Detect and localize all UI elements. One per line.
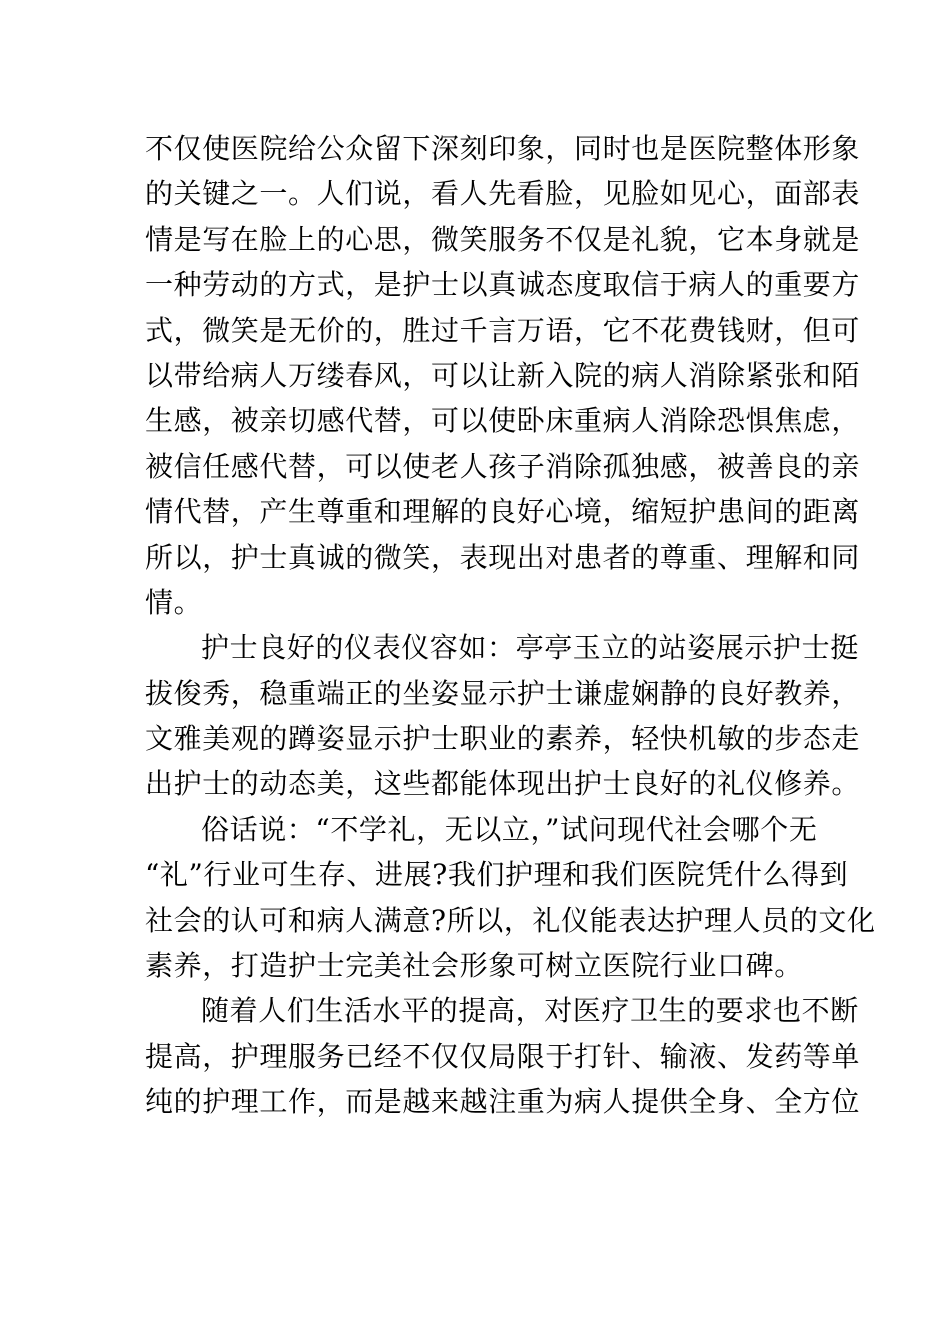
paragraph-1 <box>145 126 861 625</box>
text-line: 素养，打造护士完美社会形象可树立医院行业口碑。 <box>145 949 803 983</box>
text-line: “礼”行业可生存、进展?我们护理和我们医院凭什么得到 <box>145 858 849 892</box>
paragraph-2 <box>145 625 861 807</box>
text-line: 不仅使医院给公众留下深刻印象，同时也是医院整体形象 <box>145 132 861 165</box>
text-line: 俗话说：“不学礼，无以立，”试问现代社会哪个无 <box>201 812 818 846</box>
body-text <box>145 126 876 1125</box>
text-line: 一种劳动的方式，是护士以真诚态度取信于病人的重要方 <box>145 268 861 302</box>
text-line: 以带给病人万缕春风，可以让新入院的病人消除紧张和陌 <box>145 358 861 392</box>
text-line: 式，微笑是无价的，胜过千言万语，它不花费钱财，但可 <box>145 313 861 347</box>
paragraph-4 <box>145 988 861 1124</box>
text-line: 文雅美观的蹲姿显示护士职业的素养，轻快机敏的步态走 <box>145 722 861 756</box>
paragraph-3 <box>145 807 876 989</box>
text-line: 的关键之一。人们说，看人先看脸，见脸如见心，面部表 <box>145 177 861 211</box>
text-line: 情是写在脸上的心思，微笑服务不仅是礼貌，它本身就是 <box>145 222 861 256</box>
text-line: 情。 <box>145 585 203 619</box>
text-line: 提高，护理服务已经不仅仅局限于打针、输液、发药等单 <box>145 1039 861 1073</box>
text-line: 随着人们生活水平的提高，对医疗卫生的要求也不断 <box>201 994 859 1028</box>
text-line: 护士良好的仪表仪容如：亭亭玉立的站姿展示护士挺 <box>201 631 859 665</box>
text-line: 生感，被亲切感代替，可以使卧床重病人消除恐惧焦虑， <box>145 404 861 438</box>
text-line: 出护士的动态美，这些都能体现出护士良好的礼仪修养。 <box>145 767 861 801</box>
text-line: 社会的认可和病人满意?所以，礼仪能表达护理人员的文化 <box>145 903 876 937</box>
text-line: 情代替，产生尊重和理解的良好心境，缩短护患间的距离 <box>145 495 861 529</box>
text-line: 所以，护士真诚的微笑，表现出对患者的尊重、理解和同 <box>145 540 861 574</box>
text-line: 拔俊秀，稳重端正的坐姿显示护士谦虚娴静的良好教养， <box>145 676 861 710</box>
text-line: 被信任感代替，可以使老人孩子消除孤独感，被善良的亲 <box>145 449 861 483</box>
text-line: 纯的护理工作，而是越来越注重为病人提供全身、全方位 <box>145 1085 861 1119</box>
